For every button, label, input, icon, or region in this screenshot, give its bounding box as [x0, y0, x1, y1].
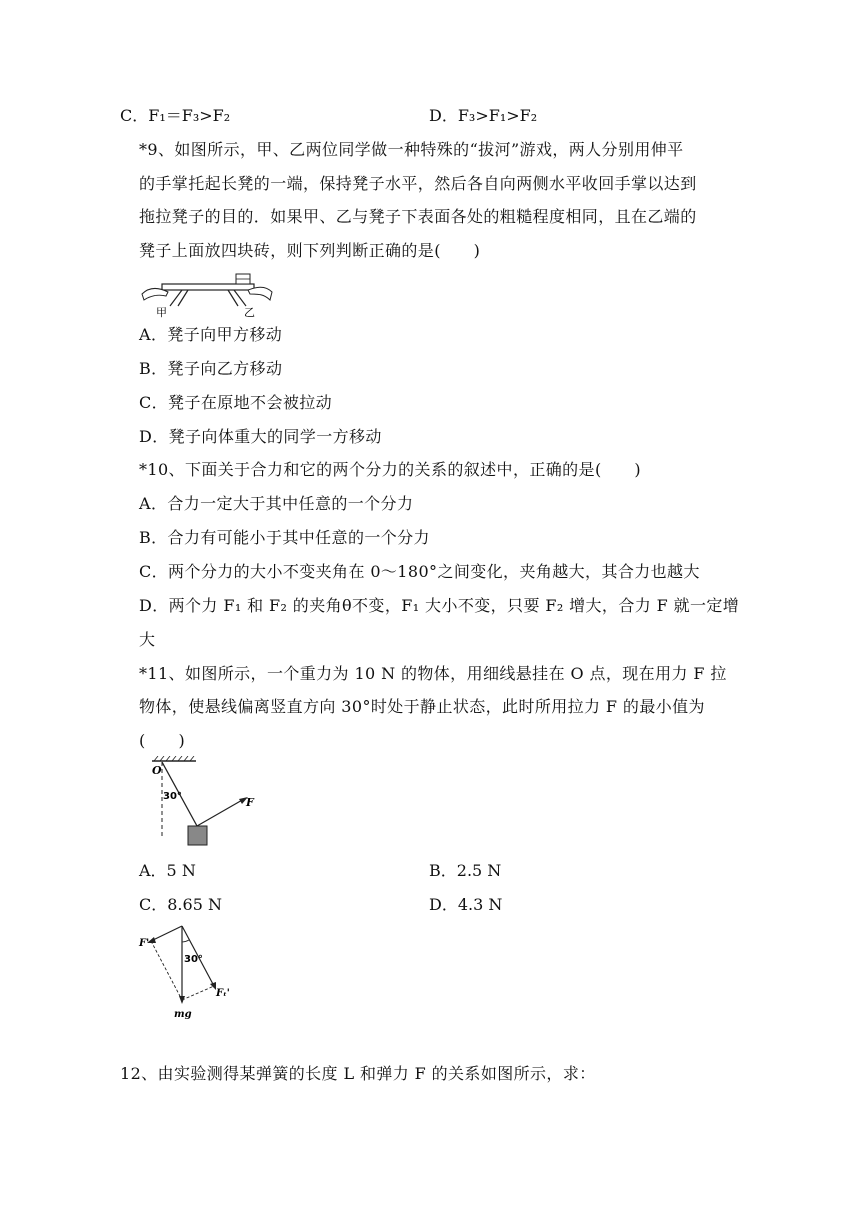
angle-label-2: 30° [184, 954, 203, 965]
q10-option-b: B．合力有可能小于其中任意的一个分力 [139, 528, 430, 547]
q10-option-a: A．合力一定大于其中任意的一个分力 [139, 494, 414, 513]
force-f-label: F [246, 796, 254, 809]
q9-stem-line-2: 的手掌托起长凳的一端，保持凳子水平，然后各自向两侧水平收回手掌以达到 [139, 174, 697, 193]
q8-option-c: C．F₁＝F₃>F₂ [120, 106, 231, 125]
q9-stem-line-1: *9、如图所示，甲、乙两位同学做一种特殊的“拔河”游戏，两人分别用伸平 [139, 140, 684, 159]
fig-label-right: 乙 [244, 306, 255, 318]
force-diagram-figure [136, 922, 241, 1020]
q12-stem: 12、由实验测得某弹簧的长度 L 和弹力 F 的关系如图所示，求： [120, 1064, 596, 1083]
q9-option-a: A．凳子向甲方移动 [139, 325, 283, 344]
tension-label: Fₜ' [216, 988, 230, 999]
q11-stem-line-3: ( ) [139, 731, 186, 750]
q10-option-d: D．两个力 F₁ 和 F₂ 的夹角θ不变，F₁ 大小不变，只要 F₂ 增大，合力 F 就一定增 [139, 596, 740, 615]
point-o-label: O [152, 764, 162, 777]
q9-option-c: C．凳子在原地不会被拉动 [139, 393, 333, 412]
q11-option-b: B．2.5 N [429, 861, 502, 880]
mg-label: mg [174, 1009, 192, 1020]
q11-stem-line-1: *11、如图所示，一个重力为 10 N 的物体，用细线悬挂在 O 点，现在用力 F 拉 [139, 664, 727, 683]
angle-label: 30° [163, 791, 182, 802]
fig-label-left: 甲 [156, 306, 167, 318]
q11-option-a: A．5 N [139, 861, 196, 880]
q9-stem-line-4: 凳子上面放四块砖，则下列判断正确的是( ) [139, 241, 481, 260]
q10-option-c: C．两个分力的大小不变夹角在 0～180°之间变化，夹角越大，其合力也越大 [139, 562, 700, 581]
pendulum-figure [140, 756, 265, 851]
q11-option-c: C．8.65 N [139, 895, 222, 914]
bench-figure [140, 272, 275, 318]
q10-stem: *10、下面关于合力和它的两个分力的关系的叙述中，正确的是( ) [139, 460, 642, 479]
q10-option-d-cont: 大 [139, 630, 156, 649]
f-prime-label: F' [139, 938, 150, 949]
q11-stem-line-2: 物体，使悬线偏离竖直方向 30°时处于静止状态，此时所用拉力 F 的最小值为 [139, 697, 705, 716]
q9-option-d: D．凳子向体重大的同学一方移动 [139, 427, 382, 446]
q8-option-d: D．F₃>F₁>F₂ [429, 106, 538, 125]
q9-stem-line-3: 拖拉凳子的目的．如果甲、乙与凳子下表面各处的粗糙程度相同，且在乙端的 [139, 207, 697, 226]
q11-option-d: D．4.3 N [429, 895, 503, 914]
q9-option-b: B．凳子向乙方移动 [139, 359, 283, 378]
